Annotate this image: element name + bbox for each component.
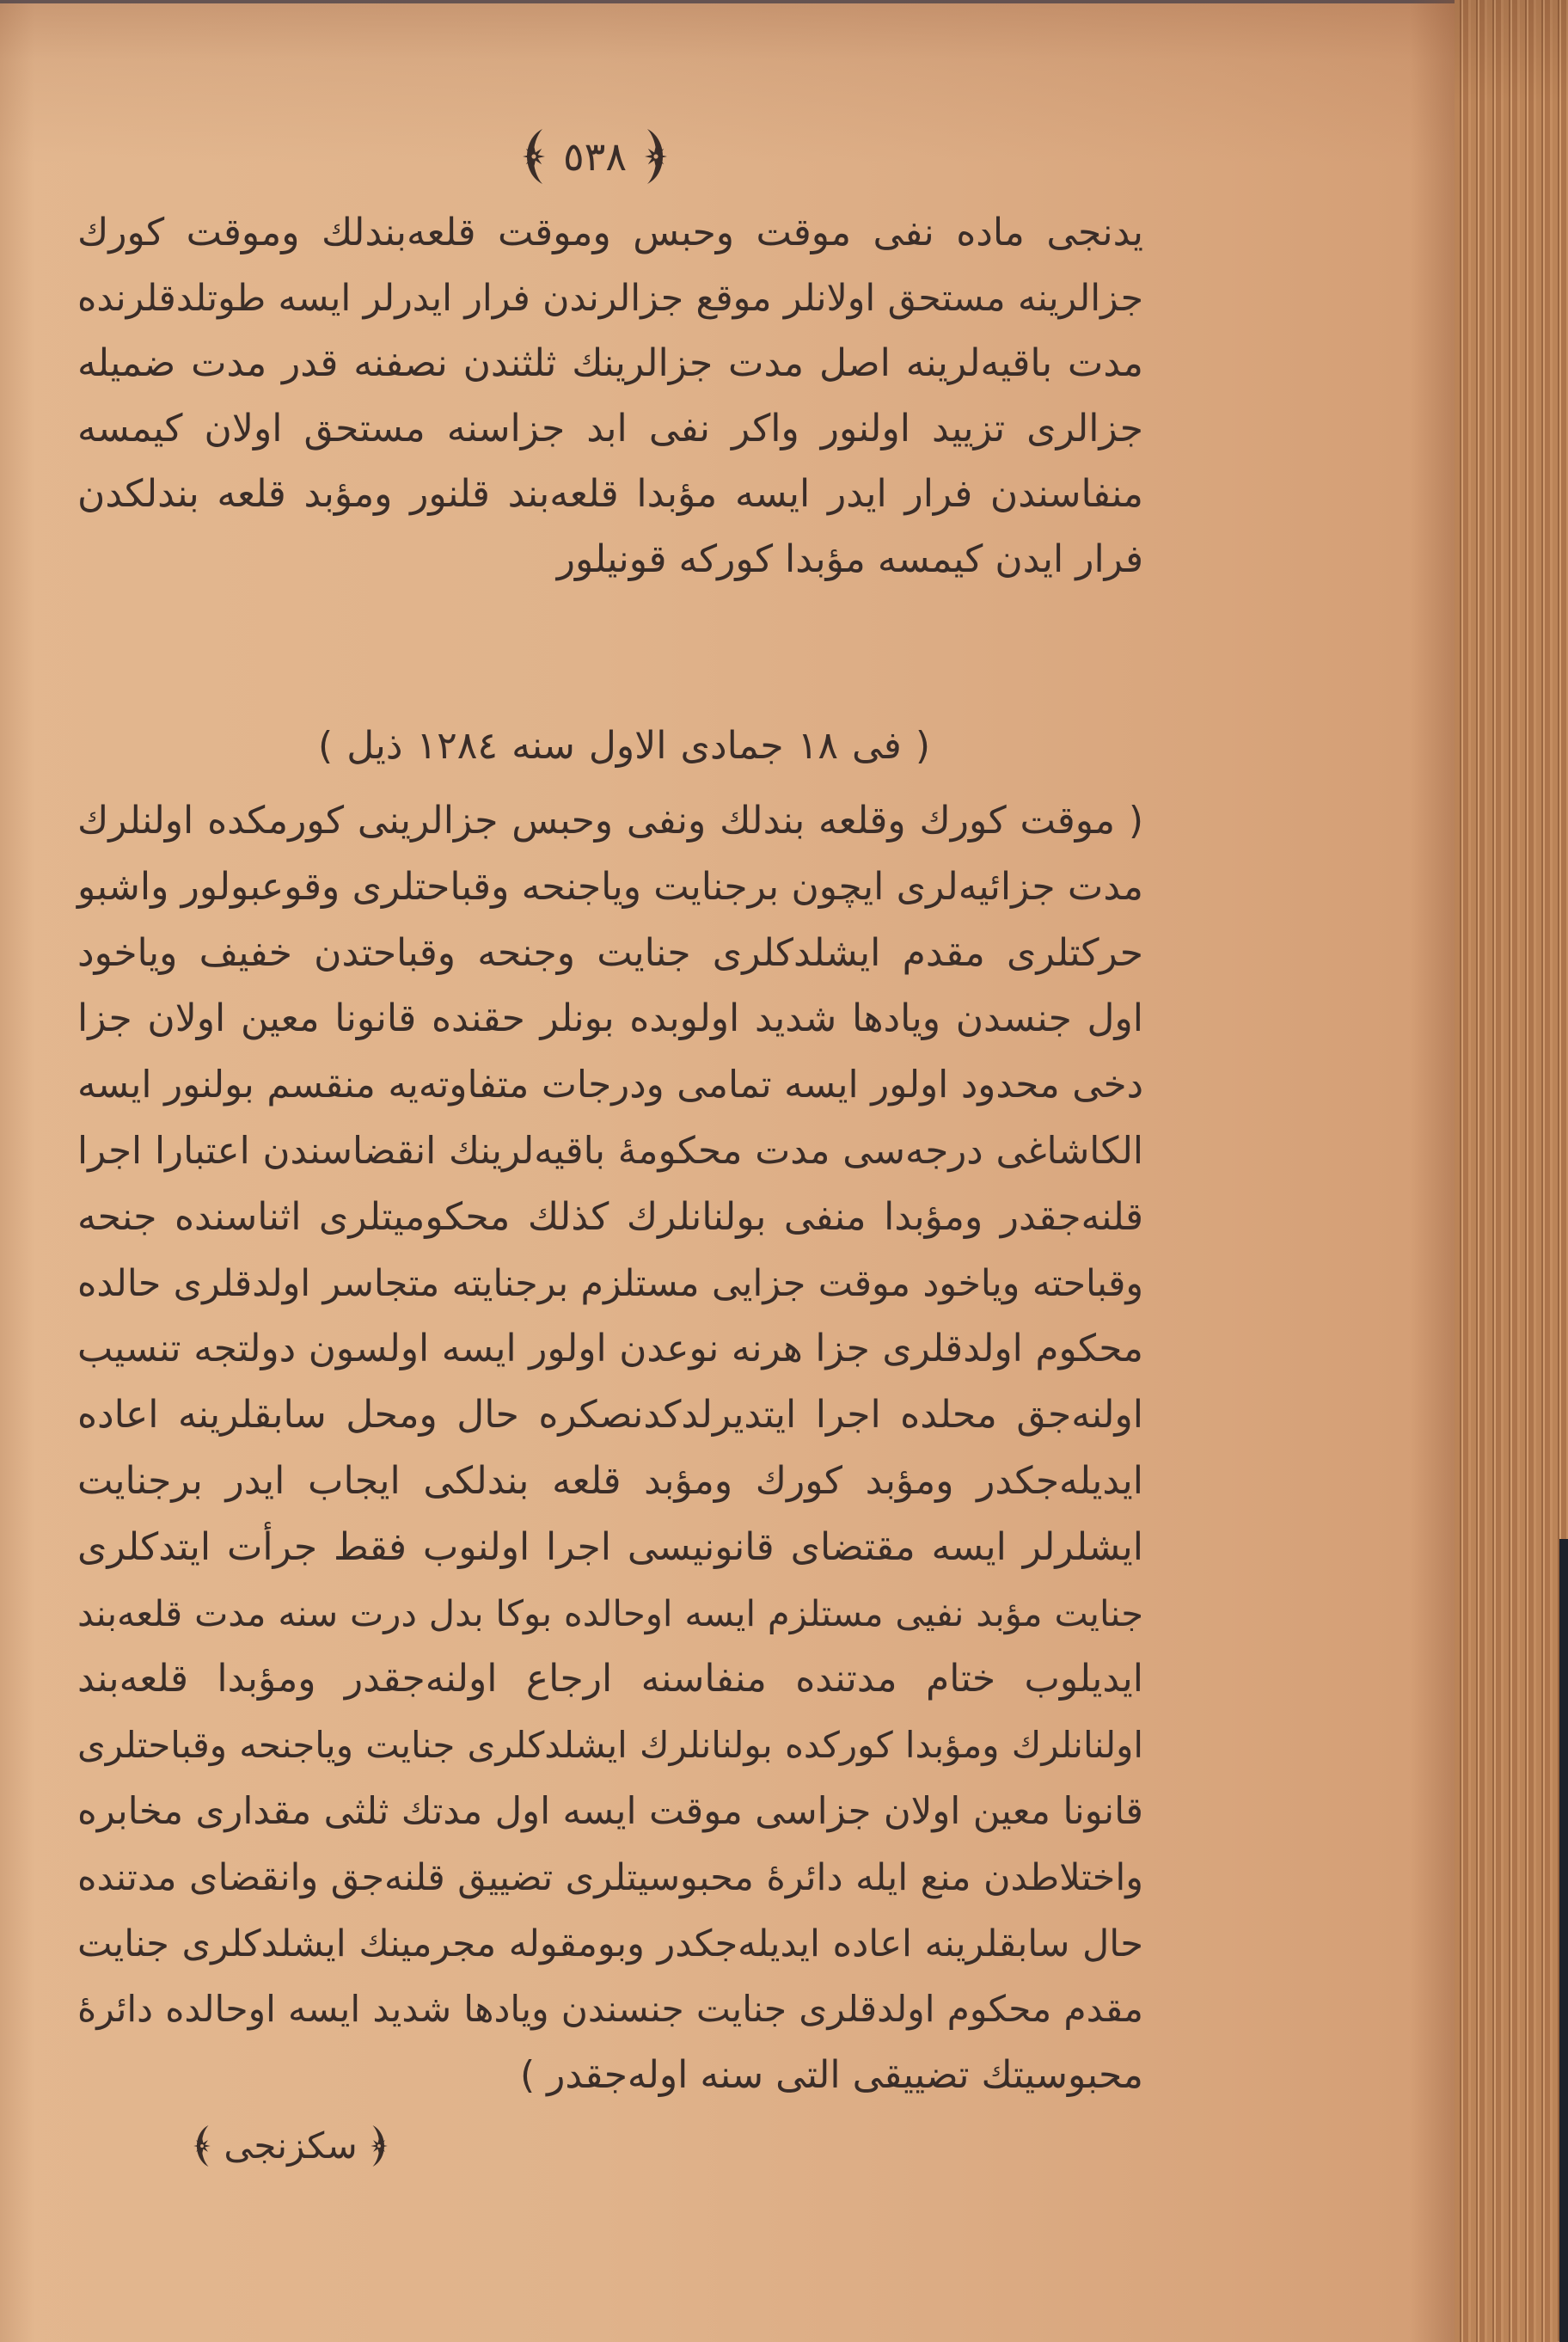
page-header xyxy=(481,126,708,187)
text-line-content: محكوم اولدقلرى جزا هرنه نوعدن اولور ايسه اولسون دولتجه تنسيب xyxy=(77,1327,1143,1371)
page-top-edge xyxy=(0,0,1461,3)
text-line xyxy=(77,1251,1143,1317)
text-line-content: واختلاطدن منع ايله دائرهٔ محبوسيتلرى تضييق قلنه‌جق وانقضاى مدتنده xyxy=(77,1855,1143,1899)
crescent-star-ornament-icon xyxy=(366,2123,392,2169)
text-line-content: اول جنسدن ويادها شديد اولوبده بونلر حقنده قانونا معين اولان جزا xyxy=(77,996,1143,1041)
text-line-content: مدت جزائيه‌لرى ايچون برجنايت وياجنحه وقباحتلرى وقوعبولور واشبو xyxy=(77,864,1143,909)
text-line-content: اولنه‌جق محلده اجرا ايتديرلدكدنصكره حال ومحل سابقلرينه اعاده xyxy=(77,1393,1143,1438)
text-line xyxy=(77,1845,1143,1911)
gutter-shadow xyxy=(1410,0,1456,2342)
text-line-content: حال سابقلرينه اعاده ايديله‌جكدر وبومقوله مجرمينك ايشلدكلرى جنايت xyxy=(77,1922,1143,1965)
text-line xyxy=(77,1779,1143,1845)
crescent-star-ornament-icon xyxy=(189,2123,215,2169)
text-line xyxy=(77,462,1143,527)
text-line xyxy=(77,921,1143,987)
text-line-content: قلنه‌جقدر ومؤبدا منفى بولنانلرك كذلك محكوميتلرى اثناسنده جنحه xyxy=(77,1194,1143,1239)
text-line-content: جزالرينه مستحق اولانلر موقع جزالرندن فرار ايدرلر ايسه طوتلدقلرنده xyxy=(77,277,1143,320)
text-line-content: حركتلرى مقدم ايشلدكلرى جنايت وجنحه وقباحتدن خفيف وياخود xyxy=(77,930,1143,975)
crescent-star-ornament-icon xyxy=(639,126,673,187)
text-line-content: يدنجى ماده نفى موقت وحبس وموقت قلعه‌بندلك وموقت كورك xyxy=(77,211,1143,254)
text-line-content: ايديله‌جكدر ومؤبد كورك ومؤبد قلعه بندلكى ايجاب ايدر برجنايت xyxy=(77,1458,1143,1503)
section-heading-text: ( فى ١٨ جمادى الاول سنه ١٢٨٤ ذيل ) xyxy=(318,724,930,768)
text-line-content: مقدم محكوم اولدقلرى جنايت جنسندن ويادها شديد ايسه اوحالده دائرهٔ xyxy=(77,1988,1143,2031)
text-line-content: ايشلرلر ايسه مقتضاى قانونيسى اجرا اولنوب فقط جرأت ايتدكلرى xyxy=(77,1524,1143,1569)
text-line xyxy=(77,1052,1143,1119)
text-line-content: ( موقت كورك وقلعه بندلك ونفى وحبس جزالرينى كورمكده اولنلرك xyxy=(77,799,1143,843)
text-line-content: ايديلوب ختام مدتنده منفاسنه ارجاع اولنه‌جقدر ومؤبدا قلعه‌بند xyxy=(77,1657,1143,1701)
section-heading xyxy=(318,714,930,779)
text-line-content: محبوسيتك تضييقى التى سنه اوله‌جقدر ) xyxy=(519,2053,1143,2098)
text-line-content: قانونا معين اولان جزاسى موقت ايسه اول مدتك ثلثى مقدارى مخابره xyxy=(77,1789,1143,1833)
text-line xyxy=(77,200,1143,266)
text-line xyxy=(77,1515,1143,1581)
text-line xyxy=(77,1713,1143,1779)
binding-strip xyxy=(1559,1539,1568,2342)
text-line xyxy=(77,331,1143,396)
text-line xyxy=(77,1911,1143,1977)
text-line xyxy=(77,1449,1143,1515)
text-line-content: جزالرى تزييد اولنور واكر نفى ابد جزاسنه مستحق اولان كيمسه xyxy=(77,407,1143,451)
text-line xyxy=(77,1185,1143,1251)
text-line xyxy=(77,1581,1143,1647)
text-line xyxy=(77,986,1143,1052)
text-line xyxy=(77,1646,1143,1713)
addendum-paragraph xyxy=(77,788,1143,2109)
text-line xyxy=(77,266,1143,331)
crescent-star-ornament-icon xyxy=(517,126,551,187)
text-line xyxy=(77,1977,1143,2043)
text-line xyxy=(77,1383,1143,1449)
text-line xyxy=(77,1119,1143,1185)
text-line xyxy=(77,788,1143,855)
text-line-content: الكاشاغى درجه‌سى مدت محكومهٔ باقيه‌لرينك انقضاسندن اعتبارا اجرا xyxy=(77,1129,1143,1173)
text-line-content: مدت باقيه‌لرينه اصل مدت جزالرينك ثلثندن نصفنه قدر مدت ضميله xyxy=(77,341,1143,385)
catchword: سكزنجى xyxy=(224,2124,358,2167)
page-fore-edge xyxy=(1455,0,1568,2342)
text-line-content: وقباحته وياخود موقت جزايى مستلزم برجنايته متجاسر اولدقلرى حالده xyxy=(77,1261,1143,1305)
catchword-footer xyxy=(168,2115,413,2177)
text-line-content: اولنانلرك ومؤبدا كوركده بولنانلرك ايشلدكلرى جنايت وياجنحه وقباحتلرى xyxy=(77,1724,1143,1767)
text-line-content: جنايت مؤبد نفيى مستلزم ايسه اوحالده بوكا بدل درت سنه مدت قلعه‌بند xyxy=(77,1591,1143,1634)
text-line-content: دخى محدود اولور ايسه تمامى ودرجات متفاوته‌يه منقسم بولنور ايسه xyxy=(77,1064,1143,1107)
text-line-content: منفاسندن فرار ايدر ايسه مؤبدا قلعه‌بند قلنور ومؤبد قلعه بندلكدن xyxy=(77,472,1143,516)
text-line-content: فرار ايدن كيمسه مؤبدا كوركه قونيلور xyxy=(556,537,1143,581)
text-line xyxy=(77,1316,1143,1383)
text-line-final xyxy=(77,527,1143,592)
text-line-final xyxy=(77,2043,1143,2109)
text-line xyxy=(77,396,1143,462)
article-7-paragraph xyxy=(77,200,1143,592)
page-number: ٥٣٨ xyxy=(562,133,628,180)
text-line xyxy=(77,855,1143,921)
